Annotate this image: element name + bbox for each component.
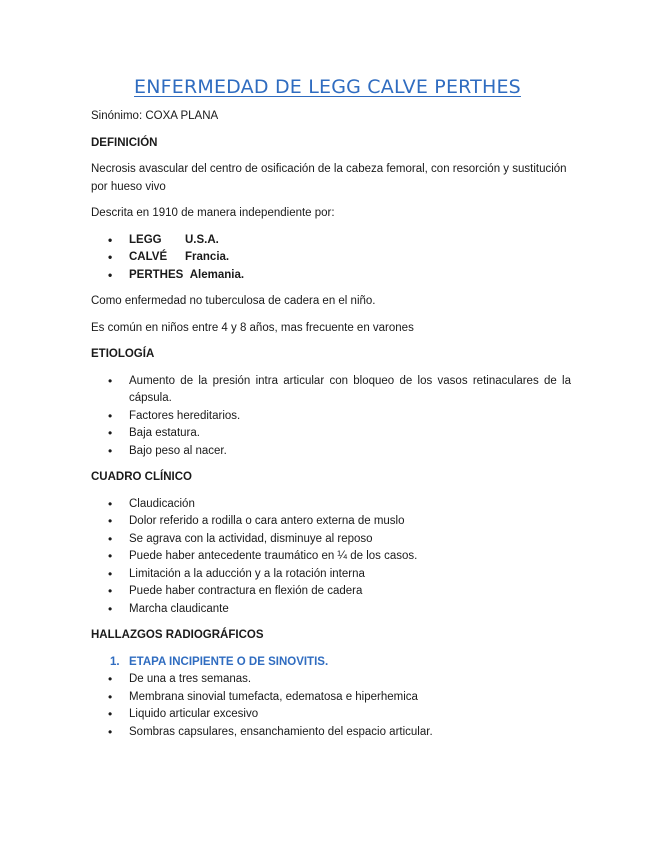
author-item: [91, 232, 571, 250]
etiology-list: [91, 373, 571, 461]
clinical-heading: CUADRO CLÍNICO: [91, 471, 192, 483]
radiographic-heading: HALLAZGOS RADIOGRÁFICOS: [91, 629, 264, 641]
author-name: CALVÉ: [129, 251, 168, 263]
list-item: • Baja estatura.: [91, 425, 571, 443]
author-country: Francia.: [185, 251, 230, 263]
list-item: • Membrana sinovial tumefacta, edematosa e hiperhemica: [91, 689, 571, 707]
note-tuberculosis: Como enfermedad no tuberculosa de cadera en el niño.: [91, 295, 376, 307]
document-title: ENFERMEDAD DE LEGG CALVE PERTHES: [134, 76, 521, 98]
list-item: • Puede haber antecedente traumático en ¼ de los casos.: [91, 548, 571, 566]
list-item: • De una a tres semanas.: [91, 671, 571, 689]
author-name: PERTHES: [129, 268, 184, 281]
list-item: • Se agrava con la actividad, disminuye al reposo: [91, 531, 571, 549]
author-country: Alemania.: [189, 268, 245, 281]
list-item: • Claudicación: [91, 496, 571, 514]
list-item: • Aumento de la presión intra articular con bloqueo de los vasos retinaculares de la cápsula.: [91, 373, 571, 408]
document-body: [91, 108, 571, 741]
list-item: • Marcha claudicante: [91, 601, 571, 619]
author-item: [91, 249, 571, 267]
list-item: • Sombras capsulares, ensanchamiento del espacio articular.: [91, 724, 571, 742]
author-item: [91, 267, 571, 285]
definition-heading: DEFINICIÓN: [91, 136, 158, 149]
described-text: Descrita en 1910 de manera independiente por:: [91, 207, 335, 219]
list-item: • Bajo peso al nacer.: [91, 443, 571, 461]
stage-list: [91, 654, 571, 672]
list-item: • Limitación a la aducción y a la rotación interna: [91, 566, 571, 584]
definition-text: Necrosis avascular del centro de osificación de la cabeza femoral, con resorción y sustitución por hueso vivo: [91, 163, 567, 193]
list-item: • Puede haber contractura en flexión de cadera: [91, 583, 571, 601]
authors-list: [91, 232, 571, 285]
list-item: • Factores hereditarios.: [91, 408, 571, 426]
stage-title: ETAPA INCIPIENTE O DE SINOVITIS.: [129, 655, 329, 668]
note-age: Es común en niños entre 4 y 8 años, mas frecuente en varones: [91, 321, 414, 334]
list-item: • Dolor referido a rodilla o cara antero externa de muslo: [91, 513, 571, 531]
etiology-heading: ETIOLOGÍA: [91, 348, 155, 360]
synonym-line: Sinónimo: COXA PLANA: [91, 110, 219, 122]
stage-item: [91, 654, 571, 672]
clinical-list: [91, 496, 571, 619]
stage-number: 1.: [110, 655, 120, 668]
list-item: • Liquido articular excesivo: [91, 706, 571, 724]
author-name: LEGG: [129, 233, 162, 246]
radiographic-list: [91, 671, 571, 741]
author-country: U.S.A.: [185, 233, 219, 246]
